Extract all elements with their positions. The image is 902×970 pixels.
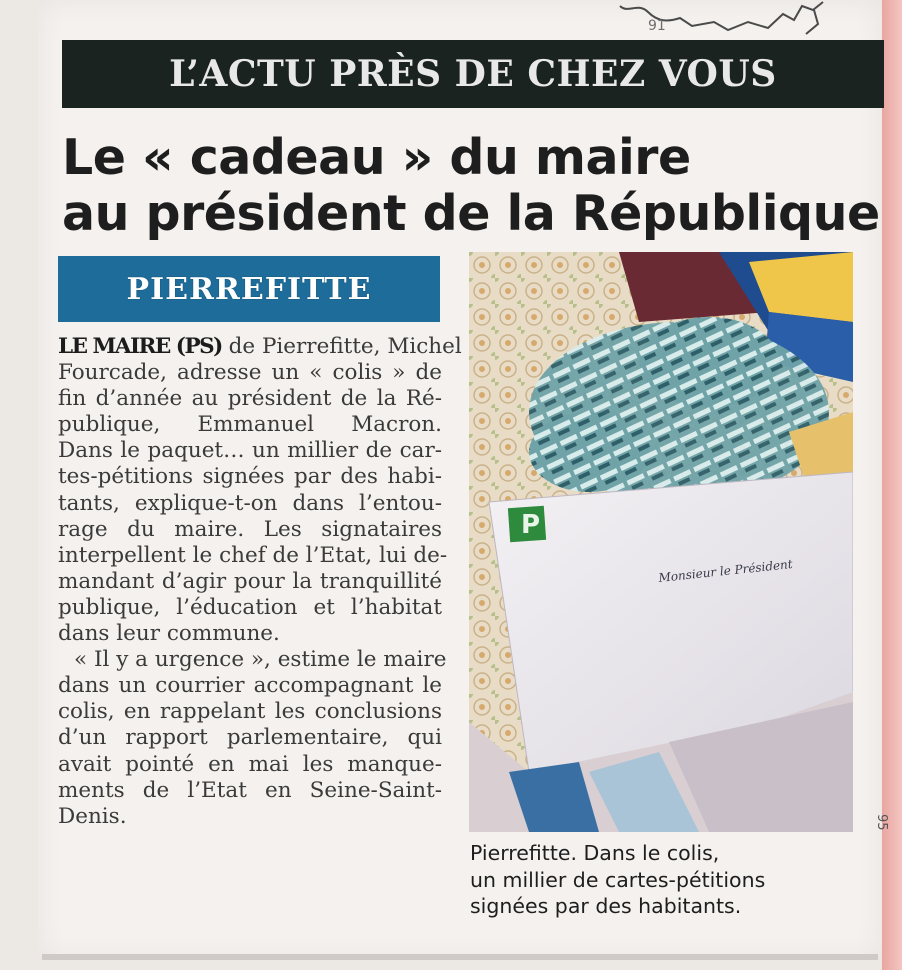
article-line: fin d’année au président de la Ré- bbox=[58, 386, 442, 412]
article-lead: LE MAIRE (PS) bbox=[58, 334, 222, 359]
article-line: Dans le paquet… un millier de car- bbox=[58, 438, 442, 464]
locality-name: PIERREFITTE bbox=[126, 271, 372, 307]
article-line: avait pointé en mai les manque- bbox=[58, 751, 442, 777]
article-line: LE MAIRE (PS) de Pierrefitte, Michel bbox=[58, 334, 462, 359]
headline-line-1: Le « cadeau » du maire bbox=[62, 129, 691, 186]
caption-line-3: signées par des habitants. bbox=[470, 894, 742, 918]
section-title: L’ACTU PRÈS DE CHEZ VOUS bbox=[169, 53, 777, 95]
article-line: colis, en rappelant les conclusions bbox=[58, 699, 442, 725]
article-line: Fourcade, adresse un « colis » de bbox=[58, 360, 442, 386]
article-line: dans un courrier accompagnant le bbox=[58, 673, 442, 699]
locality-banner bbox=[58, 256, 440, 322]
envelope-address: Monsieur le Président bbox=[657, 556, 794, 585]
article-line: Denis. bbox=[58, 803, 127, 829]
article-line: tes-pétitions signées par des habi- bbox=[58, 464, 442, 490]
photo-credit-number: 95 bbox=[874, 814, 889, 831]
section-banner bbox=[62, 40, 884, 108]
article-line: publique, Emmanuel Macron. bbox=[58, 412, 442, 438]
article-line: rage du maire. Les signataires bbox=[58, 516, 442, 542]
article-line: mandant d’agir pour la tranquillité bbox=[58, 568, 442, 594]
article-line: interpellent le chef de l’Etat, lui de- bbox=[58, 542, 448, 568]
article-line: « Il y a urgence », estime le maire bbox=[74, 647, 447, 673]
article-headline bbox=[62, 130, 882, 242]
article-line: dans leur commune. bbox=[58, 621, 280, 647]
page-number: 91 bbox=[648, 18, 666, 34]
envelope-logo: P bbox=[521, 510, 541, 540]
caption-line-1: Pierrefitte. Dans le colis, bbox=[470, 841, 720, 865]
article-line: publique, l’éducation et l’habitat bbox=[58, 594, 442, 620]
article-photo bbox=[469, 252, 853, 832]
photo-illustration bbox=[469, 252, 853, 832]
article-line: ments de l’Etat en Seine-Saint- bbox=[58, 777, 442, 803]
bottom-rule bbox=[42, 954, 878, 960]
article-line: d’un rapport parlementaire, qui bbox=[58, 725, 442, 751]
caption-line-2: un millier de cartes-pétitions bbox=[470, 867, 766, 892]
photo-caption bbox=[470, 840, 870, 920]
article-body bbox=[58, 334, 462, 830]
article-line: tants, explique-t-on dans l’entou- bbox=[58, 490, 442, 516]
headline-line-2: au président de la République bbox=[62, 185, 880, 242]
